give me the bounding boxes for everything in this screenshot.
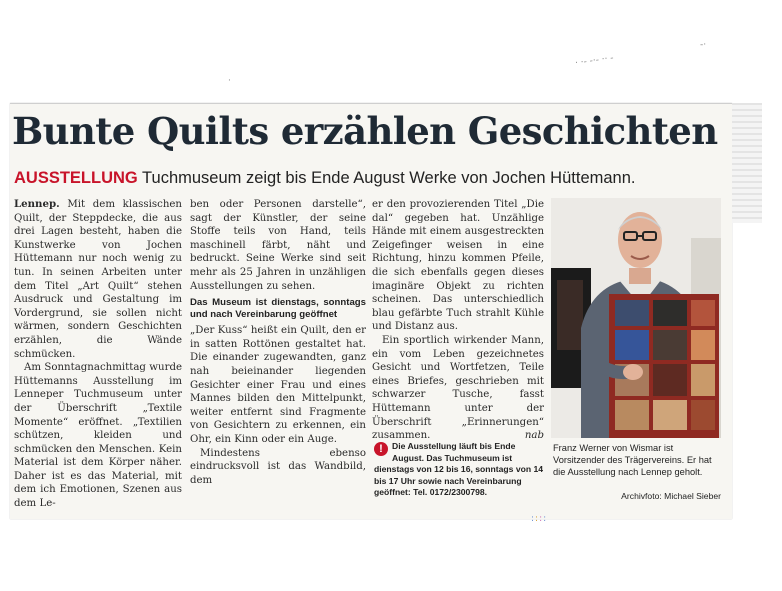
paragraph: er den provozierenden Titel „Die dal“ gegeben hat. Unzählige Hände mit einem ausgestreckten Zeigefinger weisen in eine Richtung, hinzu kommen Pfeile, die sich ebenfalls gegen dieses imaginäre Objekt zu richten scheinen. Das unterschiedlich blau gefärbte Tuch strahlt Kühle und Distanz aus. xyxy=(372,199,544,333)
scan-speck: ‑· xyxy=(700,40,707,50)
photo-caption: Franz Werner von Wismar ist Vorsitzender des Trägervereins. Er hat die Ausstellung nach Lennep geholt. xyxy=(553,443,712,477)
intertitle: Das Museum ist dienstags, sonntags und nach Vereinbarung geöffnet xyxy=(190,297,366,321)
info-box xyxy=(374,441,546,499)
adjacent-column-edge xyxy=(732,103,762,223)
text-column-2 xyxy=(190,198,366,487)
dateline: Lennep. xyxy=(14,198,60,210)
paragraph: Am Sonntagnachmittag wurde Hüttemanns Ausstellung im Lenneper Tuchmuseum unter der Überschrift „Textile Momente“ eröffnet. „Textilien schützen, kleiden und schmücken den Menschen. Kein Material ist dem Körper näher. Daher ist es das Material, mit dem ich Emotionen, Szenen aus dem Le- xyxy=(14,362,182,510)
scan-smudge: · ·‑ ‑·‑ ·· ‑ xyxy=(574,53,615,69)
article-headline: Bunte Quilts erzählen Geschichten xyxy=(12,109,718,153)
author-initials: nab xyxy=(524,430,544,442)
text-column-1 xyxy=(14,198,182,511)
scan-color-dots: :::: xyxy=(531,514,548,524)
photo-illustration xyxy=(551,198,721,438)
scan-speck: · xyxy=(228,76,231,86)
paragraph: Lennep. Mit dem klassischen Quilt, der Steppdecke, die aus drei Lagen besteht, haben die Kunstwerke von Jochen Hüttemann nur noch wenig zu tun. In seinen Arbeiten unter dem Titel „Art Quilt“ stehen Ausdruck und Gestaltung im Vordergrund, sie sollen nicht wärmen, sondern Geschichten erzählen, die Wände schmücken. xyxy=(14,198,182,360)
paragraph: Ein sportlich wirkender Mann, ein vom Leben gezeichnetes Gesicht und Wortfetzen, Teile eines Briefes, geschrieben mit schwarzer Tusche, fasst Hüttemann unter der Überschrift „Erinnerungen“ zusammen. nab xyxy=(372,334,544,442)
exclamation-icon: ! xyxy=(374,442,388,456)
article-photo xyxy=(551,198,721,438)
section-kicker: AUSSTELLUNG xyxy=(14,169,138,187)
article-subheadline xyxy=(14,169,714,188)
subheadline-text: Tuchmuseum zeigt bis Ende August Werke von Jochen Hüttemann. xyxy=(142,169,636,187)
info-text: Die Ausstellung läuft bis Ende August. Das Tuchmuseum ist dienstags von 12 bis 16, sonntags von 14 bis 17 Uhr sowie nach Vereinbarung geöffnet: Tel. 0172/2300798. xyxy=(374,441,544,498)
text-column-3 xyxy=(372,198,544,443)
paragraph: „Der Kuss“ heißt ein Quilt, den er in satten Rottönen gestaltet hat. Die einander zugewandten, ganz nah beieinander liegenden Gesichter einer Frau und eines Mannes bilden den Mittelpunkt, weiter entfernt sind Fragmente von Gesichtern zu erkennen, ein Ohr, ein Kinn oder ein Auge. xyxy=(190,325,366,445)
paragraph: ben oder Personen darstelle“, sagt der Künstler, der seine Stoffe teils von Hand, teils maschinell färbt, näht und bedruckt. Seine Werke sind seit mehr als 25 Jahren in unzähligen Ausstellungen zu sehen. xyxy=(190,199,366,292)
paragraph: Mindestens ebenso eindrucksvoll ist das Wandbild, dem xyxy=(190,447,366,486)
photo-credit: Archivfoto: Michael Sieber xyxy=(621,491,721,501)
